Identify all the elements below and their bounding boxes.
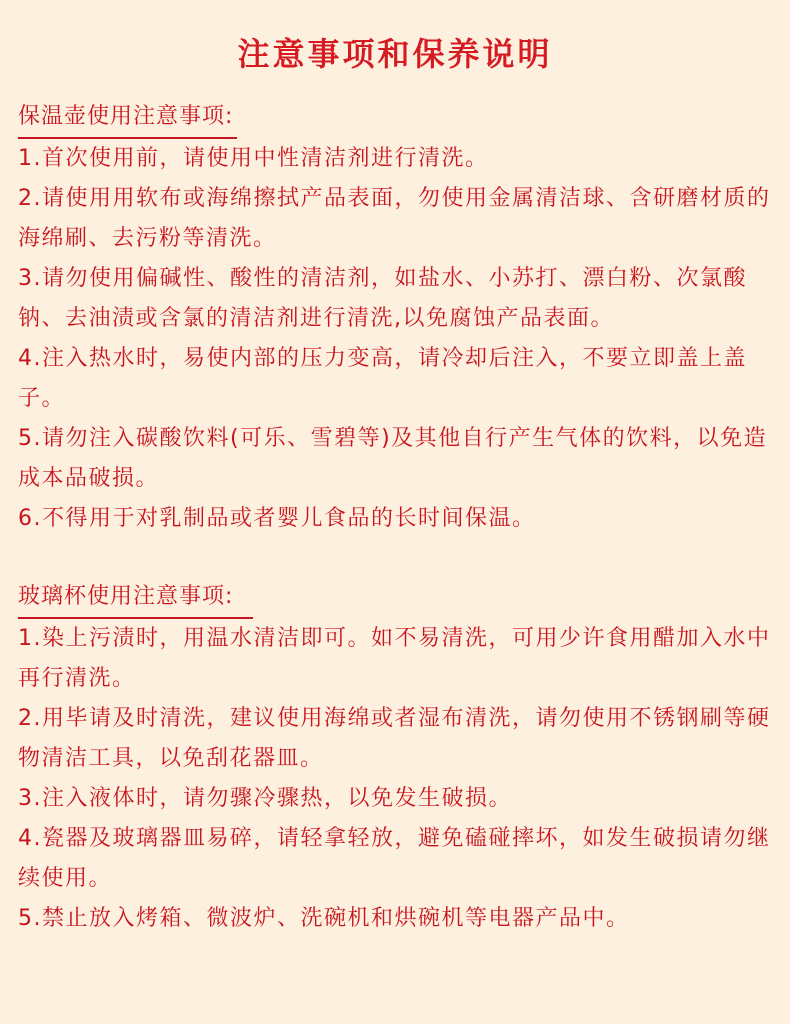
- glass-item-3: 3.注入液体时，请勿骤冷骤热，以免发生破损。: [18, 786, 512, 811]
- glass-item-2: 2.用毕请及时清洗，建议使用海绵或者湿布清洗，请勿使用不锈钢刷等硬物清洁工具，以免刮花器皿。: [18, 706, 771, 771]
- glass-item-1: 1.染上污渍时，用温水清洁即可。如不易清洗，可用少许食用醋加入水中再行清洗。: [18, 626, 771, 691]
- thermos-item-5: 5.请勿注入碳酸饮料(可乐、雪碧等)及其他自行产生气体的饮料，以免造成本品破损。: [18, 426, 768, 491]
- thermos-item-3: 3.请勿使用偏碱性、酸性的清洁剂，如盐水、小苏打、漂白粉、次氯酸钠、去油渍或含氯的清洁剂进行清洗,以免腐蚀产品表面。: [18, 266, 747, 331]
- glass-item-5: 5.禁止放入烤箱、微波炉、洗碗机和烘碗机等电器产品中。: [18, 906, 630, 931]
- thermos-item-1: 1.首次使用前，请使用中性清洁剂进行清洗。: [18, 146, 489, 171]
- thermos-section-heading: 保温壶使用注意事项:: [18, 97, 237, 139]
- thermos-section: [18, 97, 776, 539]
- thermos-item-2: 2.请使用用软布或海绵擦拭产品表面，勿使用金属清洁球、含研磨材质的海绵刷、去污粉等清洗。: [18, 186, 771, 251]
- thermos-item-4: 4.注入热水时，易使内部的压力变高，请冷却后注入，不要立即盖上盖子。: [18, 346, 747, 411]
- glass-item-4: 4.瓷器及玻璃器皿易碎，请轻拿轻放，避免磕碰摔坏，如发生破损请勿继续使用。: [18, 826, 771, 891]
- page-title: 注意事项和保养说明: [237, 35, 553, 73]
- glass-section: [18, 577, 776, 939]
- glass-section-heading: 玻璃杯使用注意事项:: [18, 577, 253, 619]
- thermos-item-6: 6.不得用于对乳制品或者婴儿食品的长时间保温。: [18, 506, 536, 531]
